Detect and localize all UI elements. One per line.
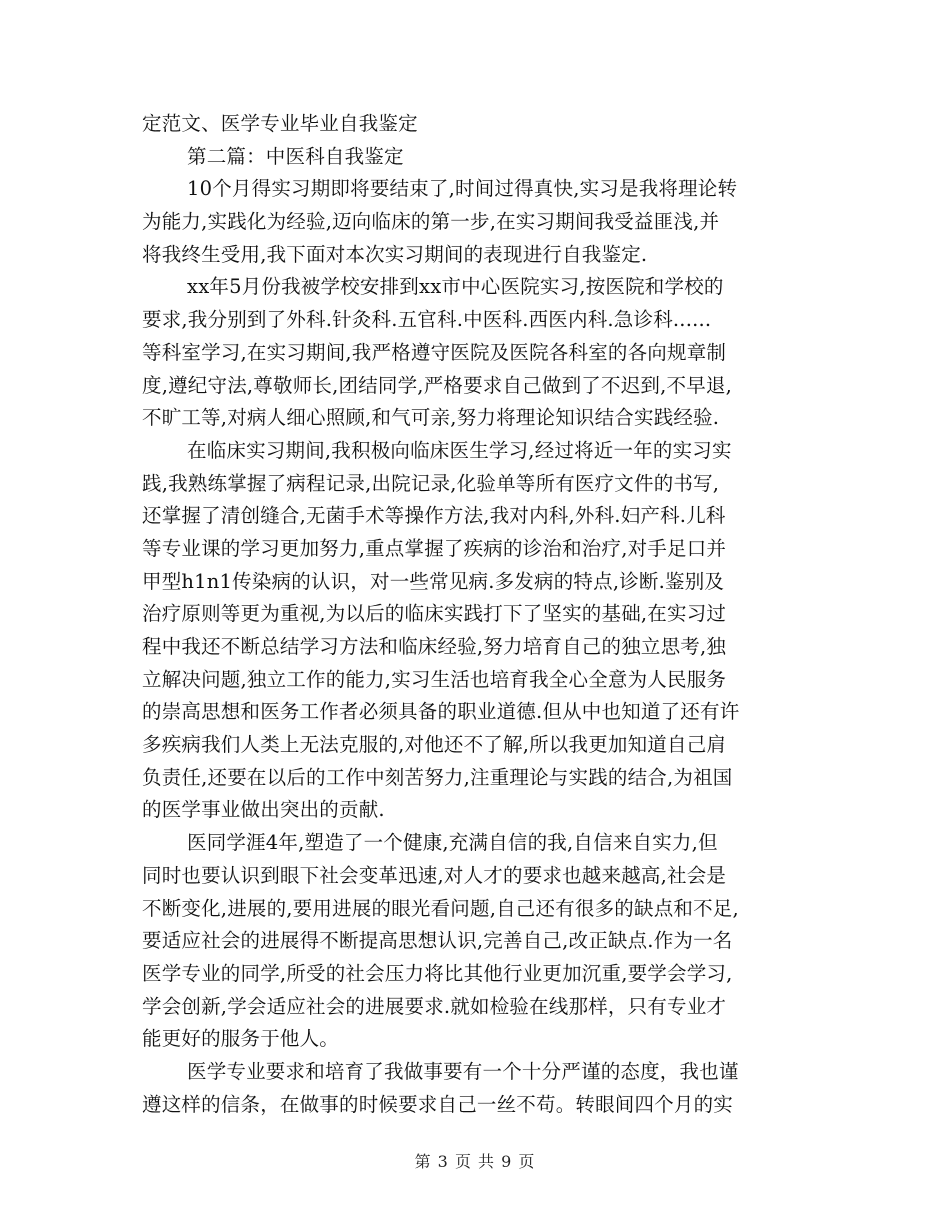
text-line: 医同学涯4年,塑造了一个健康,充满自信的我,自信来自实力,但: [187, 831, 718, 855]
text-line: 不旷工等,对病人细心照顾,和气可亲,努力将理论知识结合实践经验.: [142, 406, 720, 430]
text-line: 治疗原则等更为重视,为以后的临床实践打下了坚实的基础,在实习过: [142, 602, 727, 626]
text-line: 10个月得实习期即将要结束了,时间过得真快,实习是我将理论转: [187, 177, 738, 201]
text-line: 医学专业的同学,所受的社会压力将比其他行业更加沉重,要学会学习,: [142, 961, 733, 985]
text-line: 多疾病我们人类上无法克服的,对他还不了解,所以我更加知道自己肩: [142, 733, 727, 757]
text-line: 要适应社会的进展得不断提高思想认识,完善自己,改正缺点.作为一名: [142, 929, 733, 953]
text-line: 负责任,还要在以后的工作中刻苦努力,注重理论与实践的结合,为祖国: [142, 765, 733, 789]
page-number-footer: 第 3 页 共 9 页: [414, 1152, 536, 1171]
text-line: 等专业课的学习更加努力,重点掌握了疾病的诊治和治疗,对手足口并: [142, 536, 727, 560]
text-line: xx年5月份我被学校安排到xx市中心医院实习,按医院和学校的: [187, 275, 724, 299]
text-line: 能更好的服务于他人。: [142, 1027, 340, 1051]
text-line: 学会创新,学会适应社会的进展要求.就如检验在线那样，只有专业才: [142, 994, 727, 1018]
text-line: 第二篇：中医科自我鉴定: [187, 144, 404, 168]
text-line: 还掌握了清创缝合,无菌手术等操作方法,我对内科,外科.妇产科.儿科: [142, 504, 726, 528]
text-line: 践,我熟练掌握了病程记录,出院记录,化验单等所有医疗文件的书写,: [142, 471, 720, 495]
text-line: 的崇高思想和医务工作者必须具备的职业道德.但从中也知道了还有许: [142, 700, 740, 724]
text-line: 同时也要认识到眼下社会变革迅速,对人才的要求也越来越高,社会是: [142, 863, 727, 887]
text-line: 遵这样的信条，在做事的时候要求自己一丝不苟。转眼间四个月的实: [142, 1092, 734, 1116]
text-line: 要求,我分别到了外科.针灸科.五官科.中医科.西医内科.急诊科......: [142, 308, 712, 332]
text-line: 在临床实习期间,我积极向临床医生学习,经过将近一年的实习实: [187, 438, 732, 462]
text-line: 程中我还不断总结学习方法和临床经验,努力培育自己的独立思考,独: [142, 635, 727, 658]
text-line: 不断变化,进展的,要用进展的眼光看问题,自己还有很多的缺点和不足,: [142, 896, 739, 920]
text-line: 为能力,实践化为经验,迈向临床的第一步,在实习期间我受益匪浅,并: [142, 210, 720, 234]
text-line: 甲型h1n1传染病的认识，对一些常见病.多发病的特点,诊断.鉴别及: [142, 569, 725, 593]
text-line: 将我终生受用,我下面对本次实习期间的表现进行自我鉴定.: [142, 242, 648, 266]
text-line: 的医学事业做出突出的贡献.: [142, 798, 385, 822]
document-body: [142, 108, 810, 1121]
text-line: 度,遵纪守法,尊敬师长,团结同学,严格要求自己做到了不迟到,不早退,: [142, 373, 732, 397]
document-heading-line: 定范文、医学专业毕业自我鉴定: [142, 112, 418, 135]
text-line: 医学专业要求和培育了我做事要有一个十分严谨的态度，我也谨: [187, 1059, 739, 1083]
text-line: 等科室学习,在实习期间,我严格遵守医院及医院各科室的各向规章制: [142, 340, 727, 364]
text-line: 立解决问题,独立工作的能力,实习生活也培育我全心全意为人民服务: [142, 667, 727, 691]
